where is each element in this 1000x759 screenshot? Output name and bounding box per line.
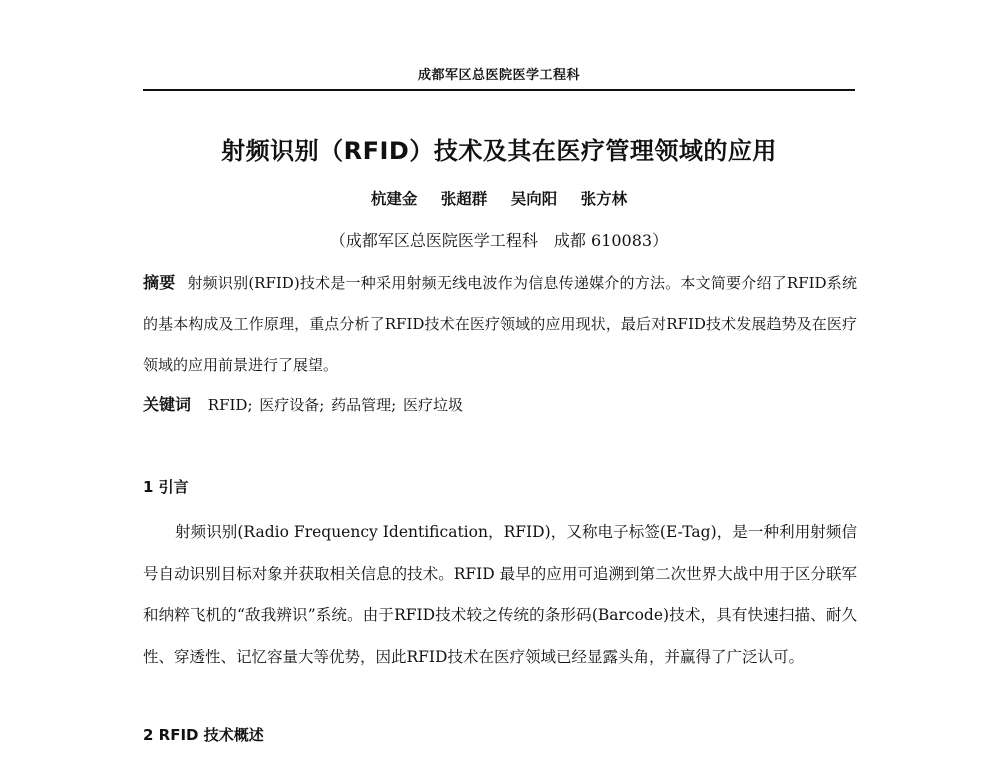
keyword-item: 医疗垃圾 <box>402 396 463 414</box>
author-name: 张方林 <box>580 190 628 208</box>
keywords <box>143 392 857 415</box>
affiliation-org: 成都军区总医院医学工程科 <box>345 231 538 250</box>
author-name: 张超群 <box>440 190 488 208</box>
keyword-item: 药品管理; <box>331 396 397 414</box>
keyword-item: 医疗设备; <box>259 396 325 414</box>
section-heading-rfid-overview: 2 RFID 技术概述 <box>143 726 264 744</box>
affiliation-close-paren: ） <box>652 231 669 250</box>
abstract-text: 射频识别(RFID)技术是一种采用射频无线电波作为信息传递媒介的方法。本文简要介绍了RFID系统的基本构成及工作原理，重点分析了RFID技术在医疗领域的应用现状，最后对RFID技术发展趋势及在医疗领域的应用前景进行了展望。 <box>143 274 857 374</box>
running-header: 成都军区总医院医学工程科 <box>417 68 580 83</box>
author-name: 吴向阳 <box>510 190 558 208</box>
keyword-item: RFID; <box>207 396 253 414</box>
abstract <box>143 262 857 386</box>
paper-title: 射频识别（RFID）技术及其在医疗管理领域的应用 <box>221 137 777 165</box>
keywords-label: 关键词 <box>143 395 192 414</box>
intro-body <box>143 512 857 678</box>
author-name: 杭建金 <box>370 190 418 208</box>
author-list <box>143 187 855 209</box>
header-rule <box>143 89 855 91</box>
section-heading-intro: 1 引言 <box>143 478 189 496</box>
abstract-label: 摘要 <box>143 273 176 292</box>
affiliation-city-zip: 成都 610083 <box>553 231 653 250</box>
affiliation <box>143 228 855 251</box>
intro-paragraph: 射频识别(Radio Frequency Identification，RFID)，又称电子标签(E-Tag)，是一种利用射频信号自动识别目标对象并获取相关信息的技术。RFID 最早的应用可追溯到第二次世界大战中用于区分联军和纳粹飞机的“敌我辨识”系统。由于RFID技术较之传统的条形码(Barcode)技术，具有快速扫描、耐久性、穿透性、记忆容量大等优势，因此RFID技术在医疗领域已经显露头角，并赢得了广泛认可。 <box>143 523 857 666</box>
affiliation-open-paren: （ <box>329 231 346 250</box>
